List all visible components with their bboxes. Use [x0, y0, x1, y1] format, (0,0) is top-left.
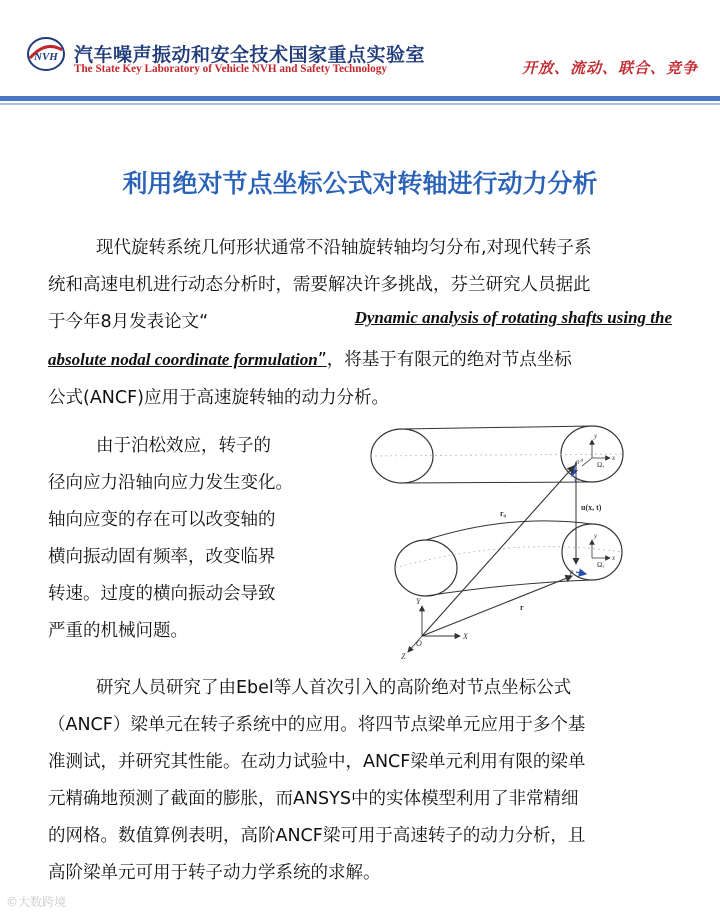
p1-line-4: [48, 346, 572, 371]
paper-title-part-2: absolute nodal coordinate formulation: [48, 350, 318, 369]
paper-title-part-1: Dynamic analysis of rotating shafts using the: [354, 308, 672, 327]
svg-text:r: r: [520, 603, 524, 612]
svg-text:NVH: NVH: [34, 51, 58, 63]
lab-logo-icon: [26, 36, 66, 72]
svg-text:p: p: [570, 568, 574, 576]
org-name-cn: 汽车噪声振动和安全技术国家重点实验室: [74, 44, 426, 66]
header-divider: [0, 96, 720, 101]
p3-line-6: 高阶梁单元可用于转子动力学系统的求解。: [48, 863, 381, 883]
p1-line-5: 公式(ANCF)应用于高速旋转轴的动力分析。: [48, 388, 390, 408]
quote-open: “: [199, 312, 209, 332]
p2-line-4: 横向振动固有频率，改变临界: [48, 547, 276, 567]
org-name-en: The State Key Laboratory of Vehicle NVH and Safety Technology: [74, 63, 387, 75]
svg-text:y: y: [594, 432, 598, 440]
svg-text:p⁰: p⁰: [576, 458, 583, 466]
p3-line-1: 研究人员研究了由Ebel等人首次引入的高阶绝对节点坐标公式: [96, 678, 572, 698]
rotating-shaft-diagram: [360, 418, 672, 662]
p1-line-2: 统和高速电机进行动态分析时，需要解决许多挑战，芬兰研究人员据此: [48, 275, 591, 295]
svg-text:X: X: [463, 632, 468, 641]
p1-line-3: [48, 308, 672, 333]
shaft-deformed-left-end: [395, 540, 457, 596]
p1-line-1: 现代旋转系统几何形状通常不沿轴旋转轴均匀分布,对现代转子系: [96, 238, 592, 258]
svg-text:u(x, t): u(x, t): [581, 503, 602, 512]
p3-line-4: 元精确地预测了截面的膨胀，而ANSYS中的实体模型利用了非常精细: [48, 789, 579, 809]
p2-line-1: 由于泊松效应，转子的: [96, 436, 271, 456]
p2-line-6: 严重的机械问题。: [48, 621, 188, 641]
header: [0, 0, 720, 92]
watermark: ©大数跨境: [6, 895, 67, 909]
svg-text:Ωₓ: Ωₓ: [597, 461, 605, 469]
p3-line-2: （ANCF）梁单元在转子系统中的应用。将四节点梁单元应用于多个基: [48, 715, 586, 735]
article-title: 利用绝对节点坐标公式对转轴进行动力分析: [122, 169, 598, 198]
p2-line-3: 轴向应变的存在可以改变轴的: [48, 510, 276, 530]
p1-line-3-text: 于今年8月发表论文: [48, 312, 200, 332]
p3-line-3: 准测试，并研究其性能。在动力试验中，ANCF梁单元利用有限的梁单: [48, 752, 586, 772]
svg-text:Z: Z: [401, 652, 406, 661]
quote-close: ”: [317, 350, 327, 370]
p2-line-5: 转速。过度的横向振动会导致: [48, 584, 276, 604]
p3-line-5: 的网格。数值算例表明，高阶ANCF梁可用于高速转子的动力分析，且: [48, 826, 586, 846]
header-divider-thin: [0, 103, 720, 105]
svg-text:Ωₓ: Ωₓ: [597, 561, 605, 569]
svg-text:vₜ: vₜ: [574, 476, 580, 484]
svg-text:r₀: r₀: [500, 509, 506, 518]
svg-text:Y: Y: [416, 597, 421, 606]
p2-line-2: 径向应力沿轴向应力发生变化。: [48, 473, 293, 493]
svg-text:x: x: [612, 454, 616, 462]
motto: 开放、流动、联合、竞争: [521, 59, 698, 77]
svg-text:O: O: [416, 639, 422, 648]
svg-text:x: x: [612, 554, 616, 562]
svg-text:y: y: [594, 532, 598, 540]
p1-line-4-text: ，将基于有限元的绝对节点坐标: [326, 350, 572, 370]
